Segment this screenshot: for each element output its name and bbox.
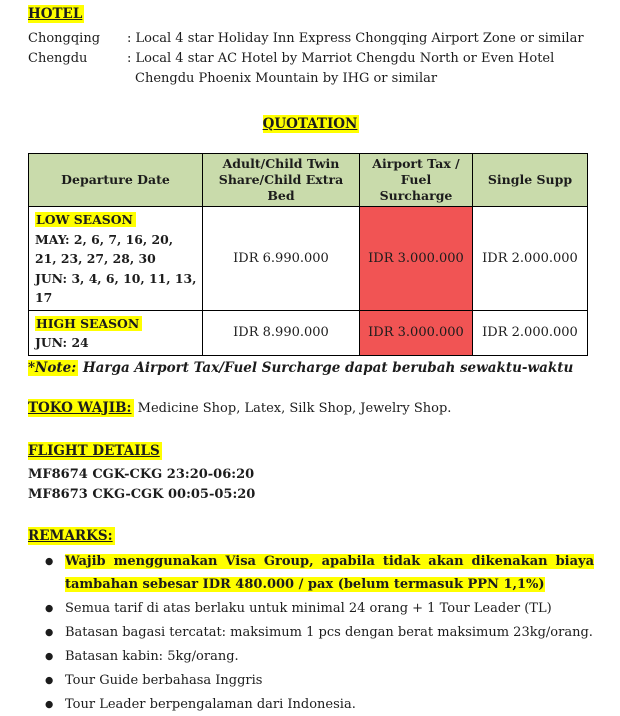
low-season-dates-may: MAY: 2, 6, 7, 16, 20, 21, 23, 27, 28, 30 <box>35 231 174 266</box>
hotel-detail-text: : Local 4 star AC Hotel by Marriot Chengdu North or Even Hotel Chengdu Phoenix Mountain by IHG or similar <box>127 51 555 86</box>
low-season-dates-jun: JUN: 3, 4, 6, 10, 11, 13, 17 <box>35 270 197 305</box>
toko-wajib-label: TOKO WAJIB: <box>28 399 132 416</box>
flight-line-outbound: MF8674 CGK-CKG 23:20-06:20 <box>28 466 255 482</box>
hotel-rows <box>28 29 594 89</box>
remark-item-visa-group <box>28 550 594 596</box>
hotel-section <box>28 5 594 89</box>
hotel-detail-text: : Local 4 star Holiday Inn Express Chongqing Airport Zone or similar <box>127 31 584 46</box>
table-row-low-season <box>29 207 588 311</box>
low-season-cell <box>29 207 203 311</box>
remark-item-minimum-pax <box>28 597 594 620</box>
hotel-city-label: Chengdu <box>28 51 88 66</box>
quotation-heading-wrap <box>28 115 594 134</box>
remark-text: Semua tarif di atas berlaku untuk minimal 24 orang + 1 Tour Leader (TL) <box>65 600 552 616</box>
high-season-dates-jun: JUN: 24 <box>35 335 89 350</box>
high-season-airport-tax-price: IDR 3.000.000 <box>360 310 473 355</box>
toko-wajib-line <box>28 399 594 418</box>
high-season-cell <box>29 310 203 355</box>
flight-line-return: MF8673 CKG-CGK 00:05-05:20 <box>28 486 256 502</box>
flight-details-heading: FLIGHT DETAILS <box>28 442 160 459</box>
high-season-twin-share-price: IDR 8.990.000 <box>203 310 360 355</box>
toko-wajib-text: Medicine Shop, Latex, Silk Shop, Jewelry Shop. <box>133 400 452 416</box>
remark-text: Tour Guide berbahasa Inggris <box>65 672 263 688</box>
remark-text: Wajib menggunakan Visa Group, apabila tidak akan dikenakan biaya tambahan sebesar IDR 480.000 / pax (belum termasuk PPN 1,1%) <box>65 553 594 592</box>
low-season-airport-tax-price: IDR 3.000.000 <box>360 207 473 311</box>
col-header-departure-date: Departure Date <box>29 154 203 207</box>
quotation-heading: QUOTATION <box>262 116 358 132</box>
remark-item-tour-leader <box>28 693 594 716</box>
col-header-single-supp: Single Supp <box>473 154 588 207</box>
remarks-list <box>28 550 594 716</box>
table-header-row <box>29 154 588 207</box>
remarks-section <box>28 527 594 716</box>
note-label: *Note: <box>28 359 77 376</box>
surcharge-note <box>28 359 594 378</box>
remark-item-tour-guide <box>28 669 594 692</box>
hotel-row-chengdu <box>28 49 594 89</box>
high-season-single-supp-price: IDR 2.000.000 <box>473 310 588 355</box>
hotel-row-chongqing <box>28 29 594 49</box>
table-row-high-season <box>29 310 588 355</box>
note-text: Harga Airport Tax/Fuel Surcharge dapat berubah sewaktu-waktu <box>78 359 574 376</box>
high-season-label: HIGH SEASON <box>35 316 142 331</box>
low-season-twin-share-price: IDR 6.990.000 <box>203 207 360 311</box>
col-header-airport-tax: Airport Tax / Fuel Surcharge <box>360 154 473 207</box>
remark-text: Batasan bagasi tercatat: maksimum 1 pcs dengan berat maksimum 23kg/orang. <box>65 624 593 640</box>
flight-lines <box>28 465 594 505</box>
remark-text: Batasan kabin: 5kg/orang. <box>65 648 239 664</box>
low-season-single-supp-price: IDR 2.000.000 <box>473 207 588 311</box>
remark-text: Tour Leader berpengalaman dari Indonesia. <box>65 696 356 712</box>
hotel-city-label: Chongqing <box>28 31 101 46</box>
remark-item-cabin <box>28 645 594 668</box>
remarks-heading: REMARKS: <box>28 527 113 544</box>
flight-details-section <box>28 442 594 505</box>
low-season-label: LOW SEASON <box>35 212 136 227</box>
remark-item-baggage <box>28 621 594 644</box>
hotel-heading: HOTEL <box>28 6 83 22</box>
col-header-twin-share: Adult/Child Twin Share/Child Extra Bed <box>203 154 360 207</box>
quotation-table <box>28 153 588 356</box>
